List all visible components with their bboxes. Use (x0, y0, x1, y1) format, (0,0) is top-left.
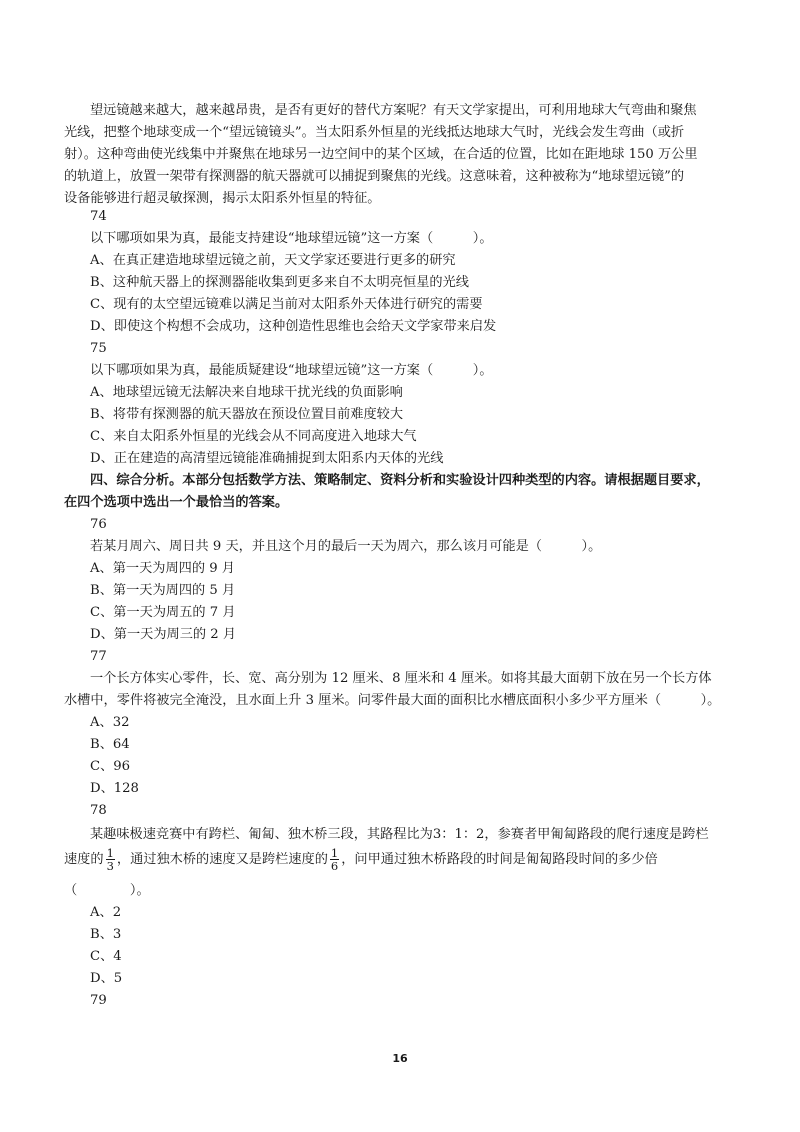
option-76-d: D、第一天为周三的 2 月 (90, 627, 237, 642)
question-number-74: 74 (90, 209, 107, 224)
passage-line-3: 射）。这种弯曲使光线集中并聚焦在地球另一边空间中的某个区域，在合适的位置，比如在距地球 150 万公里 (64, 147, 698, 162)
question-number-78: 78 (90, 803, 107, 818)
option-74-d: D、即使这个构想不会成功，这种创造性思维也会给天文学家带来启发 (90, 319, 497, 334)
question-stem-76: 若某月周六、周日共 9 天，并且这个月的最后一天为周六，那么该月可能是（ ）。 (90, 539, 602, 554)
fraction-one-sixth (330, 847, 339, 872)
question-stem-77-line-2: 水槽中，零件将被完全淹没，且水面上升 3 厘米。问零件最大面的面积比水槽底面积小多少平方厘米（ ）。 (64, 693, 721, 708)
option-78-a: A、2 (90, 905, 122, 920)
passage-line-2: 光线，把整个地球变成一个“望远镜镜头”。当太阳系外恒星的光线抵达地球大气时，光线会发生弯曲（或折 (64, 125, 685, 140)
option-78-d: D、5 (90, 971, 123, 986)
stem-78-part-c: ，问甲通过独木桥路段的时间是匍匐路段时间的多少倍 (341, 852, 658, 867)
section-heading-line-2: 在四个选项中选出一个最恰当的答案。 (64, 495, 289, 510)
section-heading-line-1: 四、综合分析。本部分包括数学方法、策略制定、资料分析和实验设计四种类型的内容。请根据题目要求， (90, 473, 710, 488)
passage-line-5: 设备能够进行超灵敏探测，揭示太阳系外恒星的特征。 (64, 191, 381, 206)
question-number-77: 77 (90, 649, 107, 664)
question-stem-74: 以下哪项如果为真，最能支持建设“地球望远镜”这一方案（ ）。 (90, 231, 493, 246)
option-76-c: C、第一天为周五的 7 月 (90, 605, 236, 620)
fraction-2-denominator: 6 (330, 859, 339, 873)
option-77-a: A、32 (90, 715, 130, 730)
question-stem-75: 以下哪项如果为真，最能质疑建设“地球望远镜”这一方案（ ）。 (90, 363, 493, 378)
option-78-b: B、3 (90, 927, 122, 942)
passage-line-1: 望远镜越来越大，越来越昂贵，是否有更好的替代方案呢？有天文学家提出，可利用地球大气弯曲和聚焦 (90, 103, 697, 118)
page-number: 16 (392, 1052, 408, 1065)
question-stem-78-line-1: 某趣味极速竞赛中有跨栏、匍匐、独木桥三段，其路程比为3：1：2，参赛者甲匍匐路段的爬行速度是跨栏 (90, 827, 709, 842)
question-number-79: 79 (90, 993, 107, 1008)
option-74-a: A、在真正建造地球望远镜之前，天文学家还要进行更多的研究 (90, 253, 456, 268)
fraction-one-third (106, 847, 115, 872)
question-stem-78-line-2 (64, 840, 658, 880)
question-number-76: 76 (90, 517, 107, 532)
question-stem-78-line-3: （ ）。 (64, 883, 150, 898)
option-74-b: B、这种航天器上的探测器能收集到更多来自不太明亮恒星的光线 (90, 275, 469, 290)
option-78-c: C、4 (90, 949, 122, 964)
option-76-a: A、第一天为周四的 9 月 (90, 561, 235, 576)
option-75-b: B、将带有探测器的航天器放在预设位置目前难度较大 (90, 407, 404, 422)
passage (64, 100, 740, 210)
question-stem-77-line-1: 一个长方体实心零件，长、宽、高分别为 12 厘米、8 厘米和 4 厘米。如将其最大面朝下放在另一个长方体 (90, 671, 712, 686)
stem-78-part-a: 速度的 (64, 852, 104, 867)
option-75-c: C、来自太阳系外恒星的光线会从不同高度进入地球大气 (90, 429, 417, 444)
stem-78-part-b: ，通过独木桥的速度又是跨栏速度的 (116, 852, 328, 867)
option-77-b: B、64 (90, 737, 130, 752)
option-75-d: D、正在建造的高清望远镜能准确捕捉到太阳系内天体的光线 (90, 451, 444, 466)
passage-line-4: 的轨道上，放置一架带有探测器的航天器就可以捕捉到聚焦的光线。这意味着，这种被称为“地球望远镜”的 (64, 169, 685, 184)
question-number-75: 75 (90, 341, 107, 356)
option-76-b: B、第一天为周四的 5 月 (90, 583, 236, 598)
fraction-1-numerator: 1 (106, 846, 114, 860)
option-75-a: A、地球望远镜无法解决来自地球干扰光线的负面影响 (90, 385, 403, 400)
fraction-1-denominator: 3 (106, 859, 114, 873)
option-77-d: D、128 (90, 781, 139, 796)
option-74-c: C、现有的太空望远镜难以满足当前对太阳系外天体进行研究的需要 (90, 297, 483, 312)
fraction-2-numerator: 1 (330, 846, 339, 860)
option-77-c: C、96 (90, 759, 131, 774)
